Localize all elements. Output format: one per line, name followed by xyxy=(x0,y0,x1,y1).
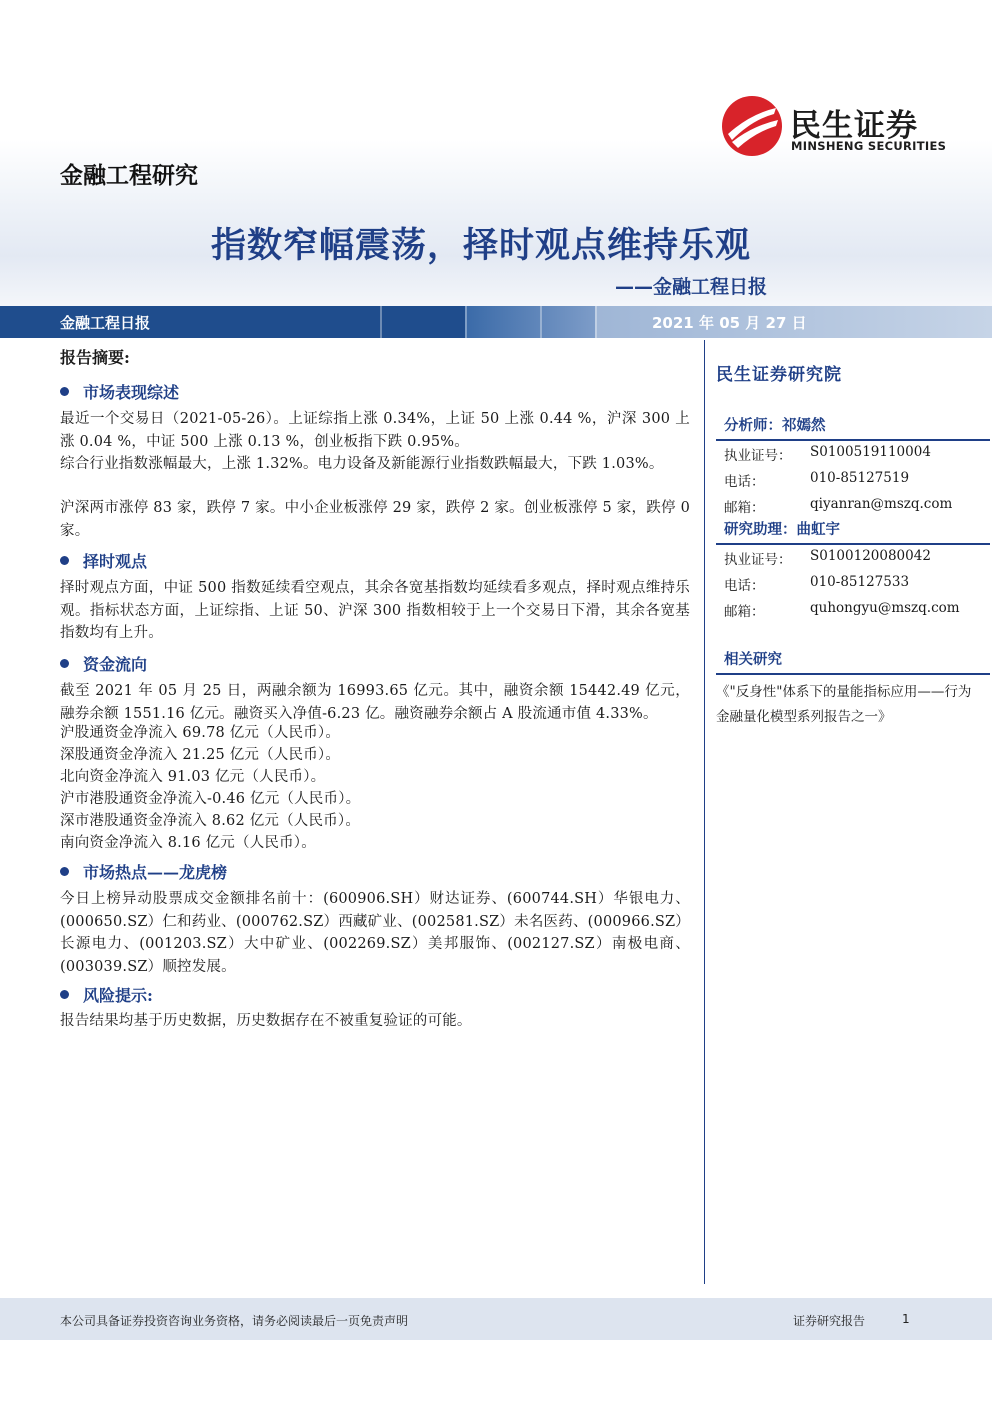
band-divider xyxy=(595,306,597,338)
flow-line: 深股通资金净流入 21.25 亿元（人民币）。 xyxy=(60,747,341,763)
assistant-email-label: 邮箱： xyxy=(724,604,765,620)
analyst-email[interactable]: qiyanran@mszq.com xyxy=(810,496,953,512)
page-number: 1 xyxy=(902,1312,910,1326)
bullet-icon xyxy=(60,990,69,999)
section-label: 金融工程研究 xyxy=(60,163,198,189)
report-subtitle: ——金融工程日报 xyxy=(615,276,768,298)
paragraph: 报告结果均基于历史数据，历史数据存在不被重复验证的可能。 xyxy=(60,1013,472,1029)
related-research-link[interactable]: 《"反身性"体系下的量能指标应用——行为金融量化模型系列报告之一》 xyxy=(716,684,972,725)
report-title: 指数窄幅震荡，择时观点维持乐观 xyxy=(210,226,751,266)
section-title: 市场表现综述 xyxy=(83,383,180,402)
section-heading-timing xyxy=(60,549,147,572)
band-divider xyxy=(380,306,382,338)
flow-line: 南向资金净流入 8.16 亿元（人民币）。 xyxy=(60,835,316,851)
bullet-icon xyxy=(60,556,69,565)
band-divider xyxy=(540,306,542,338)
analyst-cert: S0100519110004 xyxy=(810,444,931,460)
band-divider xyxy=(465,306,467,338)
bullet-icon xyxy=(60,659,69,668)
section-heading-flow xyxy=(60,652,147,675)
assistant-email[interactable]: quhongyu@mszq.com xyxy=(810,600,960,616)
analyst-cert-label: 执业证号： xyxy=(724,448,792,464)
section-title: 择时观点 xyxy=(83,552,148,571)
analyst-email-label: 邮箱： xyxy=(724,500,765,516)
logo-text-en: MINSHENG SECURITIES xyxy=(791,139,947,153)
band-report-type: 金融工程日报 xyxy=(60,314,151,332)
section-title: 资金流向 xyxy=(83,655,148,674)
paragraph: 最近一个交易日（2021-05-26）。上证综指上涨 0.34%，上证 50 上涨 0.44 %，沪深 300 上涨 0.04 %，中证 500 上涨 0.13 %，创业板指下跌 0.95%。 xyxy=(60,411,690,450)
paragraph: 综合行业指数涨幅最大，上涨 1.32%。电力设备及新能源行业指数跌幅最大，下跌 1.03%。 xyxy=(60,456,664,472)
section-title: 风险提示: xyxy=(83,986,153,1005)
assistant-phone: 010-85127533 xyxy=(810,574,910,590)
flow-line: 沪股通资金净流入 69.78 亿元（人民币）。 xyxy=(60,725,341,741)
summary-heading: 报告摘要: xyxy=(60,348,130,367)
flow-line: 北向资金净流入 91.03 亿元（人民币）。 xyxy=(60,769,326,785)
section-heading-risk xyxy=(60,983,153,1006)
paragraph: 今日上榜异动股票成交金额排名前十：(600906.SH）财达证券、(600744.SH）华银电力、(000650.SZ）仁和药业、(000762.SZ）西藏矿业、(002581.SZ）未名医药、(000966.SZ）长源电力、(001203.SZ）大中矿业、(002269.SZ）美邦服饰、(002127.SZ）南极电商、(003039.SZ）顺控发展。 xyxy=(60,891,690,975)
bullet-icon xyxy=(60,867,69,876)
paragraph: 截至 2021 年 05 月 25 日，两融余额为 16993.65 亿元。其中，融资余额 15442.49 亿元，融券余额 1551.16 亿元。融资买入净值-6.23 亿。融资融券余额占 A 股流通市值 4.33%。 xyxy=(60,683,690,722)
column-divider xyxy=(704,340,705,1284)
flow-line: 沪市港股通资金净流入-0.46 亿元（人民币）。 xyxy=(60,791,361,807)
section-heading-market xyxy=(60,380,179,403)
assistant-heading: 研究助理：曲虹宇 xyxy=(716,518,990,545)
section-heading-hotspot xyxy=(60,860,227,883)
related-research-heading: 相关研究 xyxy=(716,648,990,675)
bullet-icon xyxy=(60,387,69,396)
footer-report-type: 证券研究报告 xyxy=(793,1314,866,1328)
flow-line: 深市港股通资金净流入 8.62 亿元（人民币）。 xyxy=(60,813,361,829)
analyst-heading: 分析师：祁嫣然 xyxy=(716,414,990,441)
assistant-phone-label: 电话： xyxy=(724,578,765,594)
paragraph: 沪深两市涨停 83 家，跌停 7 家。中小企业板涨停 29 家，跌停 2 家。创业板涨停 5 家，跌停 0 家。 xyxy=(60,500,690,539)
paragraph: 择时观点方面，中证 500 指数延续看空观点，其余各宽基指数均延续看多观点，择时观点维持乐观。指标状态方面，上证综指、上证 50、沪深 300 指数相较于上一个交易日下滑，其余各宽基指数均有上升。 xyxy=(60,580,690,641)
analyst-phone: 010-85127519 xyxy=(810,470,910,486)
assistant-cert-label: 执业证号： xyxy=(724,552,792,568)
institute-name: 民生证券研究院 xyxy=(716,365,842,385)
logo-mark-icon xyxy=(722,96,782,156)
report-date: 2021 年 05 月 27 日 xyxy=(652,314,807,332)
footer-disclaimer: 本公司具备证券投资咨询业务资格，请务必阅读最后一页免责声明 xyxy=(60,1314,409,1328)
logo-text-cn: 民生证券 xyxy=(790,108,918,144)
section-title: 市场热点——龙虎榜 xyxy=(83,863,228,882)
assistant-cert: S0100120080042 xyxy=(810,548,931,564)
analyst-phone-label: 电话： xyxy=(724,474,765,490)
title-band-gradient xyxy=(465,306,595,338)
